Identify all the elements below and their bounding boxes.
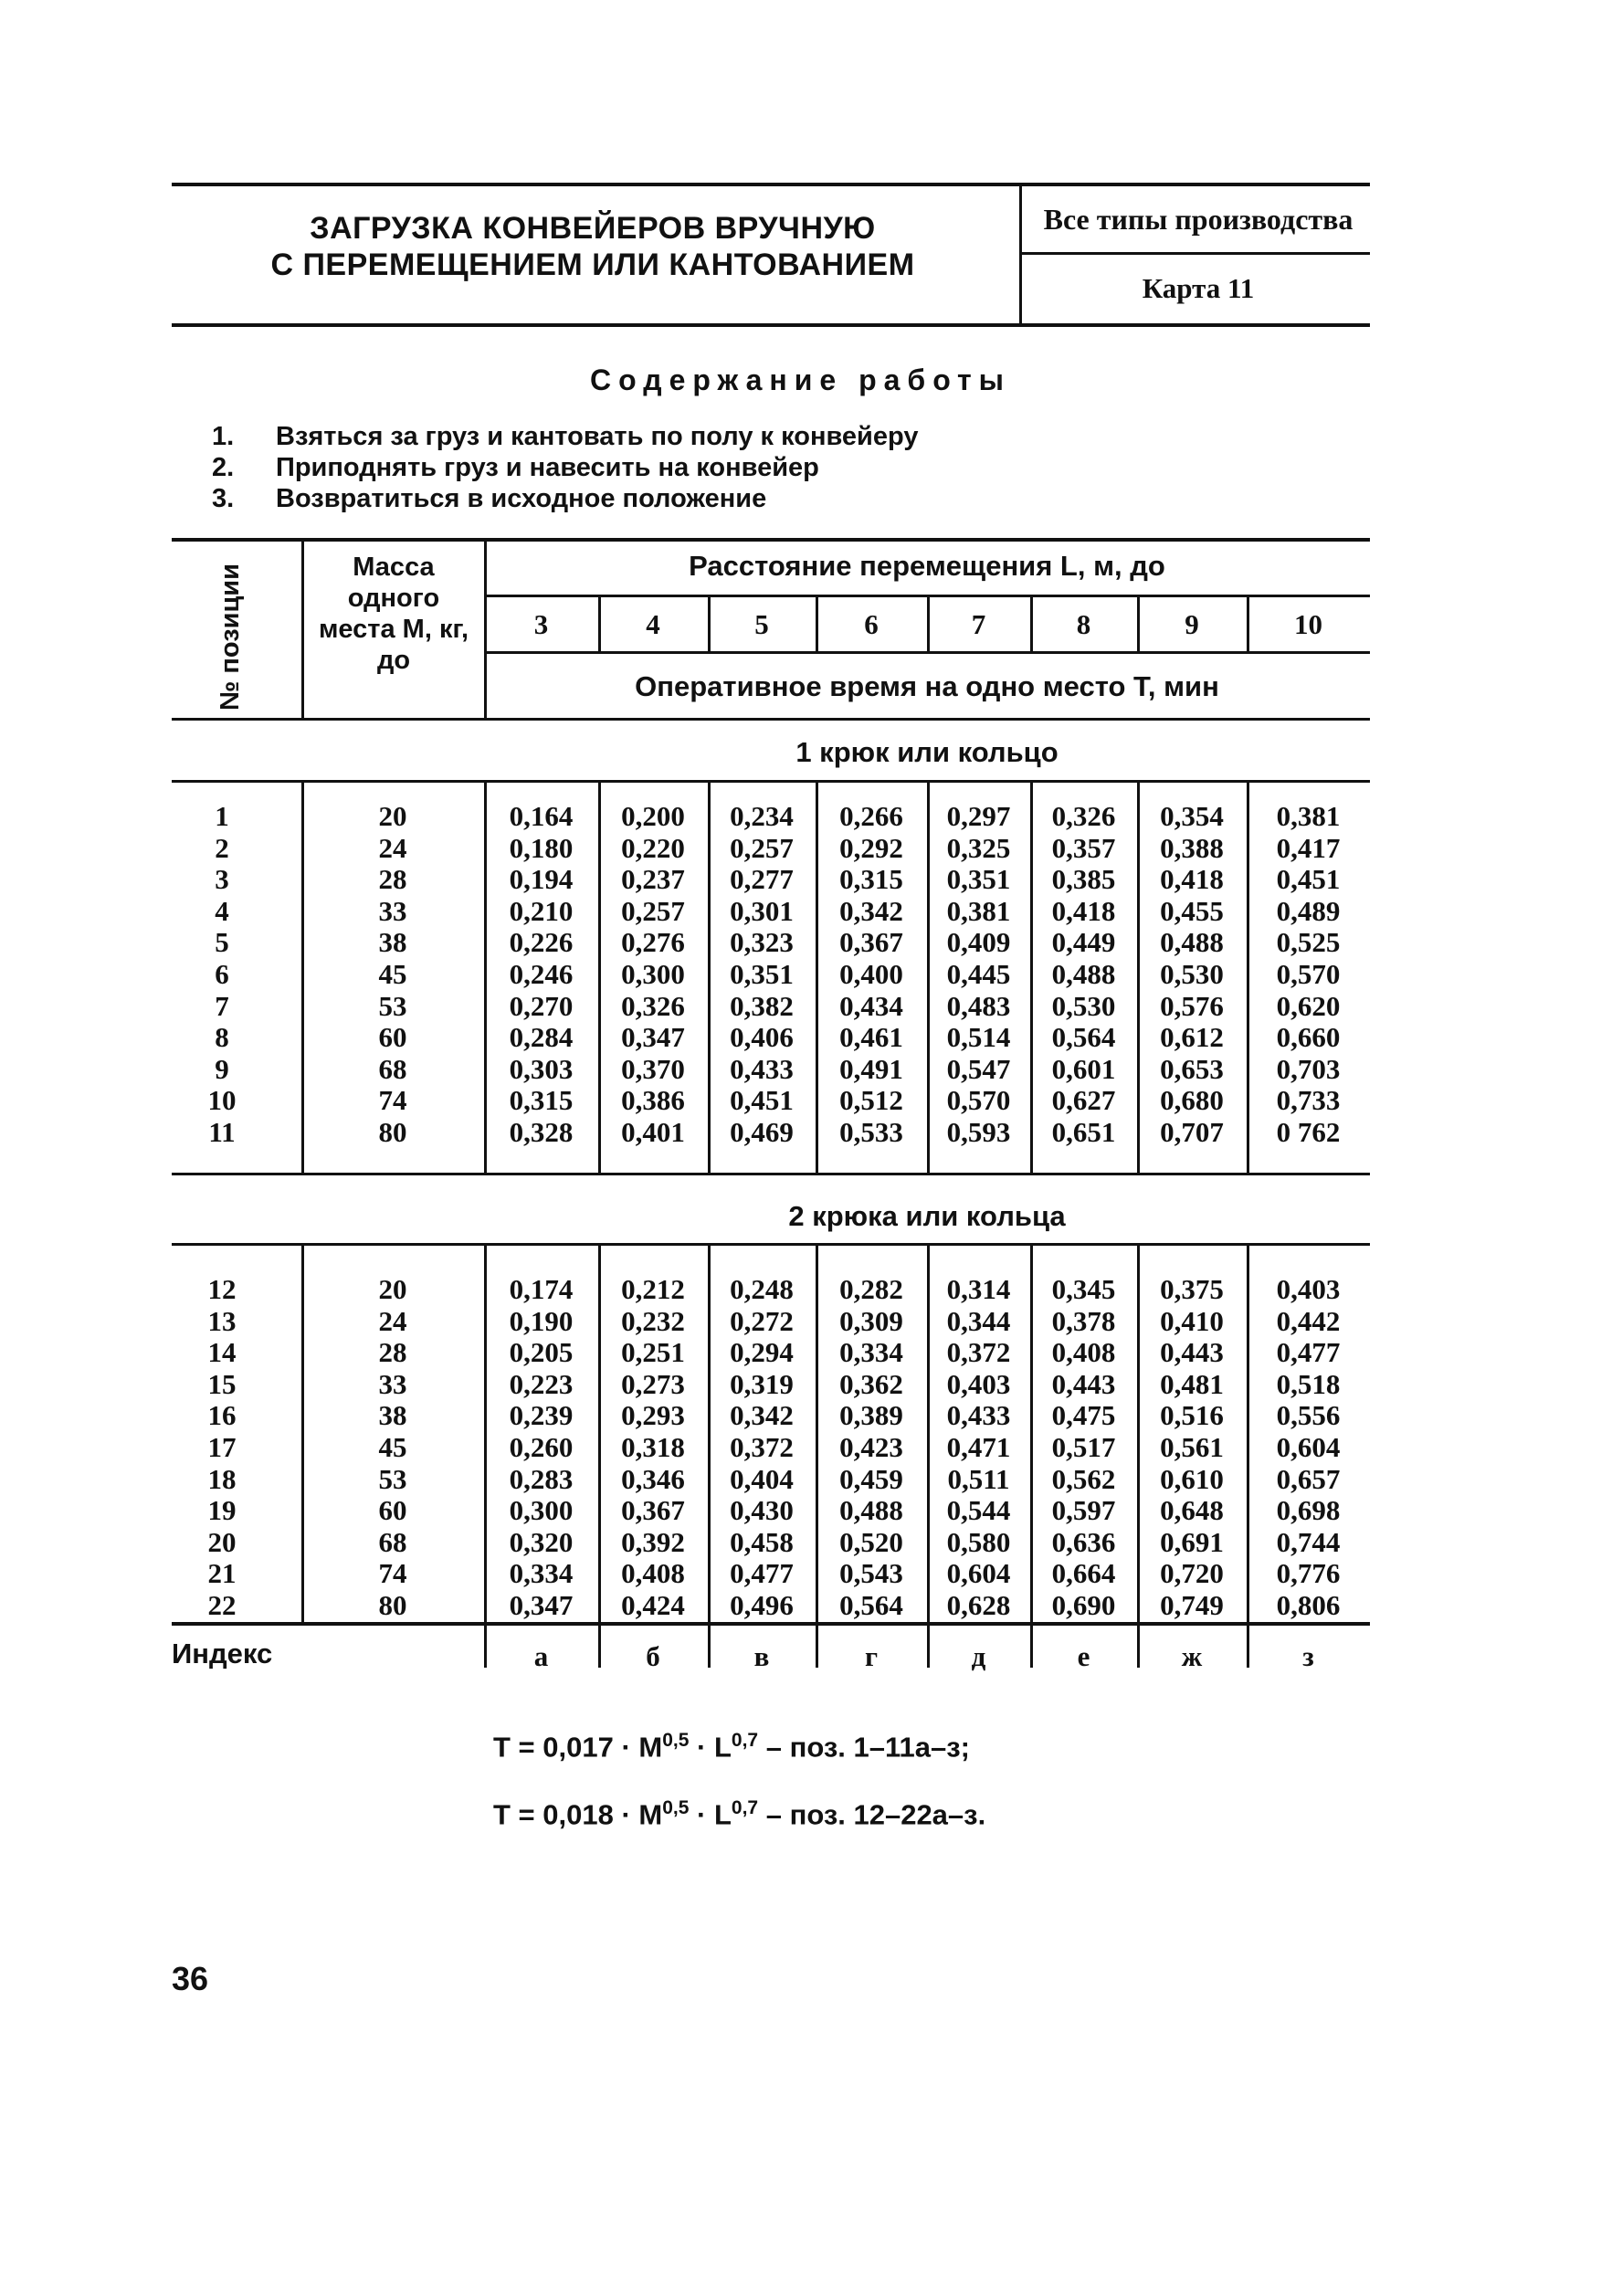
table-cell-time: 0,720 <box>1160 1557 1224 1590</box>
distance-value: 10 <box>1294 608 1322 640</box>
table-cell-time: 0,357 <box>1051 831 1116 864</box>
table-cell-time: 0,680 <box>1160 1084 1224 1117</box>
table-row-position: 2 <box>215 831 229 864</box>
table-row-position: 6 <box>215 958 229 990</box>
table-cell-time: 0,475 <box>1051 1399 1116 1432</box>
table-row-mass: 80 <box>378 1589 407 1621</box>
work-step-number: 3. <box>212 484 235 513</box>
table-cell-time: 0,459 <box>839 1462 903 1495</box>
table-cell-time: 0,544 <box>946 1494 1011 1527</box>
table-cell-time: 0,309 <box>839 1304 903 1337</box>
work-step <box>212 453 819 483</box>
table-cell-time: 0,272 <box>730 1304 794 1337</box>
table-cell-time: 0,251 <box>621 1336 685 1369</box>
table-cell-time: 0,707 <box>1160 1116 1224 1148</box>
table-row-position: 1 <box>215 800 229 832</box>
table-row-mass: 53 <box>378 1462 407 1495</box>
table-cell-time: 0,344 <box>946 1304 1011 1337</box>
header-divider-pos <box>301 538 304 718</box>
table-cell-time: 0,370 <box>621 1052 685 1085</box>
table-cell-time: 0,410 <box>1160 1304 1224 1337</box>
production-type: Все типы производства <box>1043 203 1353 236</box>
table-row-position: 18 <box>207 1462 237 1495</box>
table-cell-time: 0,223 <box>509 1367 574 1400</box>
table-cell-time: 0,404 <box>730 1462 794 1495</box>
table-row-position: 12 <box>207 1273 237 1305</box>
table-cell-time: 0,403 <box>1276 1273 1341 1305</box>
table-row-position: 10 <box>207 1084 237 1117</box>
table-row-mass: 38 <box>378 1399 407 1432</box>
table-cell-time: 0,580 <box>946 1525 1011 1558</box>
index-letter: ж <box>1181 1640 1203 1672</box>
table-cell-time: 0,180 <box>509 831 574 864</box>
table-cell-time: 0,471 <box>946 1431 1011 1463</box>
index-letter: б <box>646 1640 660 1672</box>
table-cell-time: 0,488 <box>1160 926 1224 959</box>
formula-suffix: – поз. 1–11а–з; <box>758 1731 970 1764</box>
formula-line <box>493 1730 970 1764</box>
table-cell-time: 0,400 <box>839 958 903 990</box>
table-cell-time: 0,385 <box>1051 863 1116 896</box>
table-cell-time: 0,653 <box>1160 1052 1224 1085</box>
table-cell-time: 0,443 <box>1160 1336 1224 1369</box>
card-title <box>172 210 1014 283</box>
table-cell-time: 0,612 <box>1160 1021 1224 1054</box>
work-step-number: 2. <box>212 453 235 482</box>
table-cell-time: 0,314 <box>946 1273 1011 1305</box>
formula-prefix: Т = 0,018 · М <box>493 1798 663 1831</box>
index-letter: е <box>1077 1640 1090 1672</box>
table-cell-time: 0,491 <box>839 1052 903 1085</box>
table-cell-time: 0,660 <box>1276 1021 1341 1054</box>
table-cell-time: 0,610 <box>1160 1462 1224 1495</box>
index-label: Индекс <box>172 1638 273 1669</box>
formula-suffix: – поз. 12–22а–з. <box>758 1798 986 1831</box>
table-row-position: 9 <box>215 1052 229 1085</box>
table-cell-time: 0,406 <box>730 1021 794 1054</box>
table-cell-time: 0,648 <box>1160 1494 1224 1527</box>
section1-title-rule <box>172 780 1370 783</box>
work-step-number: 1. <box>212 422 235 451</box>
distance-value: 8 <box>1076 608 1091 640</box>
table-cell-time: 0,301 <box>730 894 794 927</box>
table-cell-time: 0,417 <box>1276 831 1341 864</box>
header-divider-vertical <box>1019 186 1022 323</box>
table-cell-time: 0,664 <box>1051 1557 1116 1590</box>
table-cell-time: 0,533 <box>839 1116 903 1148</box>
table-cell-time: 0,690 <box>1051 1589 1116 1621</box>
table-row-position: 11 <box>208 1116 236 1148</box>
table-row-mass: 74 <box>378 1084 407 1117</box>
table-cell-time: 0,174 <box>509 1273 574 1305</box>
table-cell-time: 0,651 <box>1051 1116 1116 1148</box>
time-header: Оперативное время на одно место Т, мин <box>635 670 1219 702</box>
table-row-mass: 68 <box>378 1525 407 1558</box>
formula-exponent-mass: 0,5 <box>662 1797 690 1818</box>
table-cell-time: 0,461 <box>839 1021 903 1054</box>
table-cell-time: 0,518 <box>1276 1367 1341 1400</box>
table-cell-time: 0,570 <box>946 1084 1011 1117</box>
table-cell-time: 0,703 <box>1276 1052 1341 1085</box>
table-cell-time: 0,443 <box>1051 1367 1116 1400</box>
table-cell-time: 0,257 <box>621 894 685 927</box>
table-cell-time: 0,372 <box>946 1336 1011 1369</box>
table-cell-time: 0,455 <box>1160 894 1224 927</box>
table-cell-time: 0,257 <box>730 831 794 864</box>
table-row-mass: 60 <box>378 1494 407 1527</box>
distance-value: 6 <box>864 608 879 640</box>
table-cell-time: 0,277 <box>730 863 794 896</box>
table-cell-time: 0,512 <box>839 1084 903 1117</box>
table-cell-time: 0,351 <box>946 863 1011 896</box>
table-row-position: 19 <box>207 1494 237 1527</box>
table-cell-time: 0,530 <box>1160 958 1224 990</box>
table-cell-time: 0,749 <box>1160 1589 1224 1621</box>
table-cell-time: 0,239 <box>509 1399 574 1432</box>
table-cell-time: 0,386 <box>621 1084 685 1117</box>
table-cell-time: 0,315 <box>839 863 903 896</box>
table-cell-time: 0,488 <box>839 1494 903 1527</box>
table-row-mass: 28 <box>378 863 407 896</box>
table-cell-time: 0,293 <box>621 1399 685 1432</box>
table-cell-time: 0,342 <box>839 894 903 927</box>
table-cell-time: 0,547 <box>946 1052 1011 1085</box>
table-cell-time: 0,303 <box>509 1052 574 1085</box>
mass-header: Масса одного места М, кг, до <box>318 553 469 675</box>
section-title: 2 крюка или кольца <box>788 1200 1066 1232</box>
table-top-rule <box>172 538 1370 542</box>
table-header-rule <box>172 718 1370 721</box>
table-cell-time: 0,325 <box>946 831 1011 864</box>
table-cell-time: 0,469 <box>730 1116 794 1148</box>
table-cell-time: 0,381 <box>1276 800 1341 832</box>
table-cell-time: 0,164 <box>509 800 574 832</box>
formula-exponent-mass: 0,5 <box>662 1730 690 1751</box>
table-cell-time: 0,570 <box>1276 958 1341 990</box>
table-cell-time: 0,481 <box>1160 1367 1224 1400</box>
table-cell-time: 0,300 <box>509 1494 574 1527</box>
table-cell-time: 0,220 <box>621 831 685 864</box>
table-cell-time: 0 762 <box>1276 1116 1341 1148</box>
table-cell-time: 0,430 <box>730 1494 794 1527</box>
table-cell-time: 0,260 <box>509 1431 574 1463</box>
table-cell-time: 0,210 <box>509 894 574 927</box>
distance-value: 4 <box>646 608 660 640</box>
table-cell-time: 0,418 <box>1051 894 1116 927</box>
table-row-position: 20 <box>207 1525 237 1558</box>
table-cell-time: 0,543 <box>839 1557 903 1590</box>
table-row-position: 15 <box>207 1367 237 1400</box>
table-cell-time: 0,620 <box>1276 989 1341 1022</box>
table-cell-time: 0,433 <box>730 1052 794 1085</box>
table-cell-time: 0,273 <box>621 1367 685 1400</box>
table-cell-time: 0,318 <box>621 1431 685 1463</box>
table-cell-time: 0,423 <box>839 1431 903 1463</box>
distance-value: 3 <box>533 608 549 640</box>
table-cell-time: 0,362 <box>839 1367 903 1400</box>
table-cell-time: 0,561 <box>1160 1431 1224 1463</box>
table-cell-time: 0,326 <box>1051 800 1116 832</box>
table-row-position: 4 <box>215 894 229 927</box>
table-cell-time: 0,514 <box>946 1021 1011 1054</box>
table-cell-time: 0,367 <box>621 1494 685 1527</box>
index-letter: в <box>753 1640 770 1672</box>
table-cell-time: 0,776 <box>1276 1557 1341 1590</box>
table-cell-time: 0,564 <box>1051 1021 1116 1054</box>
table-row-mass: 24 <box>378 1304 407 1337</box>
table-row-position: 8 <box>215 1021 229 1054</box>
table-cell-time: 0,451 <box>730 1084 794 1117</box>
table-cell-time: 0,237 <box>621 863 685 896</box>
distance-header: Расстояние перемещения L, м, до <box>689 550 1165 582</box>
table-cell-time: 0,442 <box>1276 1304 1341 1337</box>
table-cell-time: 0,628 <box>946 1589 1011 1621</box>
table-cell-time: 0,556 <box>1276 1399 1341 1432</box>
table-cell-time: 0,408 <box>1051 1336 1116 1369</box>
work-step-text: Приподнять груз и навесить на конвейер <box>276 453 819 482</box>
table-cell-time: 0,511 <box>947 1462 1010 1495</box>
work-step <box>212 422 918 452</box>
work-step-text: Возвратиться в исходное положение <box>276 484 767 513</box>
table-cell-time: 0,323 <box>730 926 794 959</box>
table-cell-time: 0,408 <box>621 1557 685 1590</box>
table-cell-time: 0,517 <box>1051 1431 1116 1463</box>
card-header <box>172 183 1370 327</box>
table-cell-time: 0,489 <box>1276 894 1341 927</box>
card-number: Карта 11 <box>1142 272 1255 304</box>
index-letter: д <box>971 1640 986 1672</box>
table-row-position: 16 <box>207 1399 237 1432</box>
table-cell-time: 0,382 <box>730 989 794 1022</box>
table-cell-time: 0,636 <box>1051 1525 1116 1558</box>
table-cell-time: 0,232 <box>621 1304 685 1337</box>
distance-value: 5 <box>754 608 769 640</box>
table-cell-time: 0,409 <box>946 926 1011 959</box>
table-cell-time: 0,576 <box>1160 989 1224 1022</box>
table-row-position: 13 <box>207 1304 237 1337</box>
table-cell-time: 0,319 <box>730 1367 794 1400</box>
table-cell-time: 0,347 <box>621 1021 685 1054</box>
table-row-position: 3 <box>215 863 229 896</box>
formula-exponent-distance: 0,7 <box>731 1797 759 1818</box>
table-row-mass: 53 <box>378 989 407 1022</box>
card-title-line2: С ПЕРЕМЕЩЕНИЕМ ИЛИ КАНТОВАНИЕМ <box>270 248 915 282</box>
table-row-mass: 33 <box>378 1367 407 1400</box>
work-step <box>212 484 766 514</box>
table-cell-time: 0,354 <box>1160 800 1224 832</box>
table-bottom-rule <box>172 1622 1370 1626</box>
table-cell-time: 0,388 <box>1160 831 1224 864</box>
table-row-mass: 24 <box>378 831 407 864</box>
table-cell-time: 0,525 <box>1276 926 1341 959</box>
section-title: 1 крюк или кольцо <box>795 736 1059 768</box>
formula-line <box>493 1797 985 1831</box>
table-cell-time: 0,326 <box>621 989 685 1022</box>
table-row-mass: 45 <box>378 958 407 990</box>
table-cell-time: 0,449 <box>1051 926 1116 959</box>
table-cell-time: 0,300 <box>621 958 685 990</box>
table-cell-time: 0,445 <box>946 958 1011 990</box>
table-row-position: 7 <box>215 989 229 1022</box>
table-row-mass: 45 <box>378 1431 407 1463</box>
table-cell-time: 0,601 <box>1051 1052 1116 1085</box>
table-cell-time: 0,212 <box>621 1273 685 1305</box>
table-cell-time: 0,248 <box>730 1273 794 1305</box>
position-number-header: № позиции <box>216 563 245 711</box>
table-cell-time: 0,418 <box>1160 863 1224 896</box>
table-row-position: 21 <box>207 1557 237 1590</box>
table-cell-time: 0,403 <box>946 1367 1011 1400</box>
table-cell-time: 0,424 <box>621 1589 685 1621</box>
table-cell-time: 0,698 <box>1276 1494 1341 1527</box>
table-row-mass: 20 <box>378 800 407 832</box>
table-cell-time: 0,294 <box>730 1336 794 1369</box>
table-cell-time: 0,205 <box>509 1336 574 1369</box>
table-cell-time: 0,564 <box>839 1589 903 1621</box>
table-cell-time: 0,378 <box>1051 1304 1116 1337</box>
card-title-line1: ЗАГРУЗКА КОНВЕЙЕРОВ ВРУЧНУЮ <box>310 211 876 246</box>
table-cell-time: 0,597 <box>1051 1494 1116 1527</box>
table-cell-time: 0,627 <box>1051 1084 1116 1117</box>
table-cell-time: 0,381 <box>946 894 1011 927</box>
formula-middle: · L <box>689 1731 732 1764</box>
table-cell-time: 0,691 <box>1160 1525 1224 1558</box>
table-cell-time: 0,190 <box>509 1304 574 1337</box>
table-cell-time: 0,657 <box>1276 1462 1341 1495</box>
table-cell-time: 0,806 <box>1276 1589 1341 1621</box>
table-cell-time: 0,604 <box>946 1557 1011 1590</box>
table-cell-time: 0,334 <box>509 1557 574 1590</box>
table-cell-time: 0,451 <box>1276 863 1341 896</box>
formula-middle: · L <box>689 1798 732 1831</box>
table-cell-time: 0,520 <box>839 1525 903 1558</box>
table-row-position: 14 <box>207 1336 237 1369</box>
section1-bottom-rule <box>172 1173 1370 1175</box>
table-cell-time: 0,604 <box>1276 1431 1341 1463</box>
section2-title-rule <box>172 1243 1370 1246</box>
table-cell-time: 0,351 <box>730 958 794 990</box>
table-cell-time: 0,226 <box>509 926 574 959</box>
table-row-position: 17 <box>207 1431 237 1463</box>
table-cell-time: 0,392 <box>621 1525 685 1558</box>
table-cell-time: 0,246 <box>509 958 574 990</box>
table-cell-time: 0,516 <box>1160 1399 1224 1432</box>
table-cell-time: 0,194 <box>509 863 574 896</box>
table-row-mass: 68 <box>378 1052 407 1085</box>
table-row-position: 22 <box>207 1589 237 1621</box>
index-letter: з <box>1302 1640 1314 1672</box>
table-cell-time: 0,200 <box>621 800 685 832</box>
table-cell-time: 0,266 <box>839 800 903 832</box>
table-cell-time: 0,334 <box>839 1336 903 1369</box>
table-cell-time: 0,488 <box>1051 958 1116 990</box>
table-cell-time: 0,496 <box>730 1589 794 1621</box>
table-row-mass: 28 <box>378 1336 407 1369</box>
table-cell-time: 0,434 <box>839 989 903 1022</box>
work-step-text: Взяться за груз и кантовать по полу к конвейеру <box>276 422 919 451</box>
table-cell-time: 0,342 <box>730 1399 794 1432</box>
table-cell-time: 0,270 <box>509 989 574 1022</box>
table-row-mass: 20 <box>378 1273 407 1305</box>
table-cell-time: 0,483 <box>946 989 1011 1022</box>
table-cell-time: 0,315 <box>509 1084 574 1117</box>
table-cell-time: 0,292 <box>839 831 903 864</box>
table-cell-time: 0,328 <box>509 1116 574 1148</box>
distance-value: 9 <box>1185 608 1199 640</box>
table-row-mass: 74 <box>378 1557 407 1590</box>
table-row-mass: 33 <box>378 894 407 927</box>
table-cell-time: 0,345 <box>1051 1273 1116 1305</box>
table-cell-time: 0,477 <box>1276 1336 1341 1369</box>
table-cell-time: 0,477 <box>730 1557 794 1590</box>
table-cell-time: 0,283 <box>509 1462 574 1495</box>
index-letter: г <box>864 1640 879 1672</box>
formula-prefix: Т = 0,017 · М <box>493 1731 663 1764</box>
table-cell-time: 0,297 <box>946 800 1011 832</box>
table-cell-time: 0,593 <box>946 1116 1011 1148</box>
table-cell-time: 0,562 <box>1051 1462 1116 1495</box>
table-row-mass: 60 <box>378 1021 407 1054</box>
table-cell-time: 0,320 <box>509 1525 574 1558</box>
table-cell-time: 0,744 <box>1276 1525 1341 1558</box>
table-cell-time: 0,375 <box>1160 1273 1224 1305</box>
table-cell-time: 0,458 <box>730 1525 794 1558</box>
table-row-position: 5 <box>215 926 229 959</box>
table-cell-time: 0,282 <box>839 1273 903 1305</box>
formula-exponent-distance: 0,7 <box>731 1730 759 1751</box>
table-cell-time: 0,276 <box>621 926 685 959</box>
table-cell-time: 0,530 <box>1051 989 1116 1022</box>
table-cell-time: 0,234 <box>730 800 794 832</box>
work-content-title: Содержание работы <box>590 363 1011 396</box>
table-cell-time: 0,433 <box>946 1399 1011 1432</box>
table-cell-time: 0,372 <box>730 1431 794 1463</box>
table-cell-time: 0,401 <box>621 1116 685 1148</box>
table-cell-time: 0,284 <box>509 1021 574 1054</box>
table-cell-time: 0,347 <box>509 1589 574 1621</box>
table-row-mass: 80 <box>378 1116 407 1148</box>
index-letter: а <box>533 1640 549 1672</box>
table-cell-time: 0,367 <box>839 926 903 959</box>
distance-value: 7 <box>971 608 986 640</box>
header-divider-horizontal <box>1022 252 1370 255</box>
table-cell-time: 0,733 <box>1276 1084 1341 1117</box>
page-number: 36 <box>172 1960 209 1997</box>
table-cell-time: 0,346 <box>621 1462 685 1495</box>
table-cell-time: 0,389 <box>839 1399 903 1432</box>
table-row-mass: 38 <box>378 926 407 959</box>
